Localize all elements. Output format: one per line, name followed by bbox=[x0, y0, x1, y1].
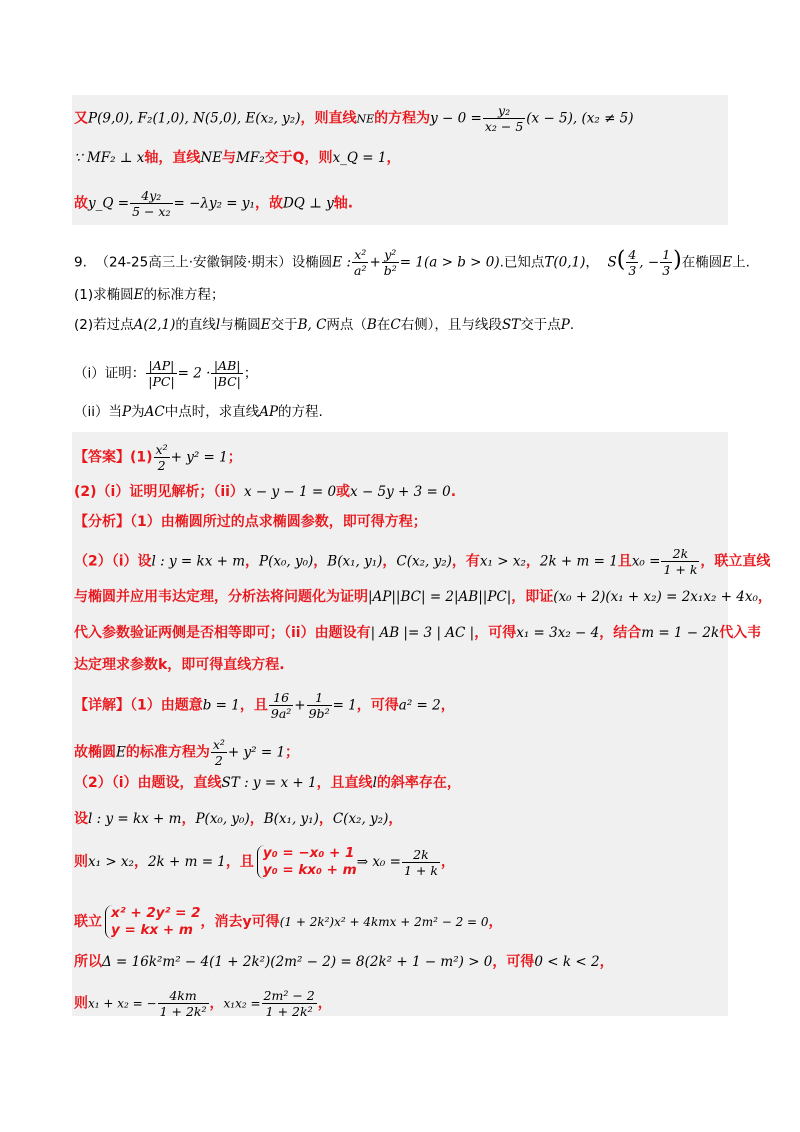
fraction: $\frac{|AP|}{|PC|}$ bbox=[148, 358, 175, 389]
problem-line-2: (1)求椭圆E的标准方程； bbox=[74, 287, 225, 303]
fraction: $\frac{1}{3}$ bbox=[662, 247, 671, 278]
fraction: $\frac{1}{\text{9b²}}$ bbox=[308, 690, 330, 721]
fraction: $\frac{\text{x²}}{2}$ bbox=[155, 442, 168, 473]
equation-system: y₀ = −x₀ + 1 y₀ = kx₀ + m bbox=[257, 845, 357, 879]
detail-line-3: （2）（i）由题设，直线ST : y = x + 1，且直线l的斜率存在， bbox=[74, 775, 461, 791]
fraction: $\frac{\text{x²}}{\text{a²}}$ bbox=[354, 247, 367, 278]
answer-tag: 【答案】 bbox=[74, 449, 130, 466]
fraction: $\frac{\text{y₂}}{\text{x₂ − 5}}$ bbox=[484, 103, 524, 134]
detail-line-7: 所以Δ = 16k²m² − 4(1 + 2k²)(2m² − 2) = 8(2k² + 1 − m²) > 0，可得0 < k < 2， bbox=[74, 954, 614, 970]
top-line-2: ∵ MF₂ ⊥ x轴，直线NE与MF₂交于Q，则x_Q = 1， bbox=[74, 150, 401, 166]
problem-line-5: （ii）当P为AC中点时，求直线AP的方程. bbox=[74, 404, 323, 420]
analysis-line-3: 与椭圆并应用韦达定理，分析法将问题化为证明|AP||BC| = 2|AB||PC|，即证(x₀ + 2)(x₁ + x₂) = 2x₁x₂ + 4x₀， bbox=[74, 589, 772, 605]
problem-line-1: 9. （24-25高三上·安徽铜陵·期末）设椭圆E : $\frac{\text{x²}}{\text{a²}}$ + $\frac{\text{y²}}{\text{b²}}$ = 1(a > b > 0).已知点T(0,1)， S( $\frac{4}{3}$ , − $\frac{1}{3}$ )在椭圆E上. bbox=[74, 247, 750, 278]
fraction: $\frac{4km}{\text{1 + 2k²}}$ bbox=[159, 988, 207, 1019]
top-line-1: 又P(9,0), F₂(1,0), N(5,0), E(x₂, y₂)，则直线NE的方程为y − 0 = $\frac{\text{y₂}}{\text{x₂ − 5}}$ (x − 5), (x₂ ≠ 5) bbox=[74, 103, 634, 134]
analysis-tag: 【分析】 bbox=[74, 514, 130, 530]
analysis-line-2: （2）（i）设l : y = kx + m，P(x₀, y₀)，B(x₁, y₁)，C(x₂, y₂)，有x₁ > x₂，2k + m = 1且x₀ = $\frac{2k}{1 + k}$ ，联立直线 bbox=[74, 546, 771, 577]
analysis-line-1: 【分析】（1）由椭圆所过的点求椭圆参数，即可得方程； bbox=[74, 514, 427, 530]
problem-line-3: (2)若过点A(2,1)的直线l与椭圆E交于B, C两点（B在C右侧），且与线段ST交于点P. bbox=[74, 317, 575, 333]
analysis-line-5: 达定理求参数k，即可得直线方程. bbox=[74, 657, 285, 673]
analysis-line-4: 代入参数验证两侧是否相等即可；（ii）由题设有| AB |= 3 | AC |，可得x₁ = 3x₂ − 4，结合m = 1 − 2k代入韦 bbox=[74, 625, 762, 641]
equation-system: x² + 2y² = 2 y = kx + m bbox=[105, 905, 201, 939]
fraction: $\frac{4}{3}$ bbox=[628, 247, 637, 278]
detail-tag: 【详解】 bbox=[74, 697, 130, 714]
fraction: $\frac{\text{2m² − 2}}{\text{1 + 2k²}}$ bbox=[263, 988, 315, 1019]
detail-line-4: 设l : y = kx + m，P(x₀, y₀)，B(x₁, y₁)，C(x₂, y₂)， bbox=[74, 811, 403, 827]
detail-line-6: 联立 x² + 2y² = 2 y = kx + m ，消去y可得(1 + 2k²)x² + 4kmx + 2m² − 2 = 0， bbox=[74, 905, 503, 938]
top-line-3: 故y_Q = $\frac{\text{4y₂}}{\text{5 − x₂}}$ = −λy₂ = y₁，故DQ ⊥ y轴. bbox=[74, 188, 354, 219]
detail-line-8: 则x₁ + x₂ = − $\frac{4km}{\text{1 + 2k²}}$ ，x₁x₂ = $\frac{\text{2m² − 2}}{\text{1 + 2k²}}$ ， bbox=[74, 988, 332, 1019]
detail-line-2: 故椭圆E的标准方程为 $\frac{\text{x²}}{2}$ + y² = 1； bbox=[74, 737, 300, 768]
fraction: $\frac{2k}{1 + k}$ bbox=[403, 846, 438, 878]
fraction: $\frac{\text{x²}}{2}$ bbox=[212, 737, 225, 768]
fraction: $\frac{|AB|}{|BC|}$ bbox=[213, 358, 241, 389]
fraction: $\frac{\text{y²}}{\text{b²}}$ bbox=[383, 247, 397, 278]
answer-line-2: (2)（i）证明见解析；（ii）x − y − 1 = 0或x − 5y + 3 = 0. bbox=[74, 484, 457, 500]
fraction: $\frac{16}{\text{9a²}}$ bbox=[270, 690, 292, 721]
fraction: $\frac{\text{4y₂}}{\text{5 − x₂}}$ bbox=[132, 188, 171, 219]
problem-line-4: （i）证明： $\frac{|AP|}{|PC|}$ = 2 · $\frac{|AB|}{|BC|}$ ； bbox=[74, 358, 258, 389]
detail-line-1: 【详解】（1）由题意b = 1，且 $\frac{16}{\text{9a²}}$ + $\frac{1}{\text{9b²}}$ = 1，可得a² = 2， bbox=[74, 690, 455, 721]
detail-line-5: 则x₁ > x₂，2k + m = 1，且 y₀ = −x₀ + 1 y₀ = kx₀ + m ⇒ x₀ = $\frac{2k}{1 + k}$ ， bbox=[74, 845, 455, 878]
fraction: $\frac{2k}{1 + k}$ bbox=[663, 546, 698, 577]
answer-line-1: 【答案】(1) $\frac{\text{x²}}{2}$ + y² = 1； bbox=[74, 442, 242, 473]
